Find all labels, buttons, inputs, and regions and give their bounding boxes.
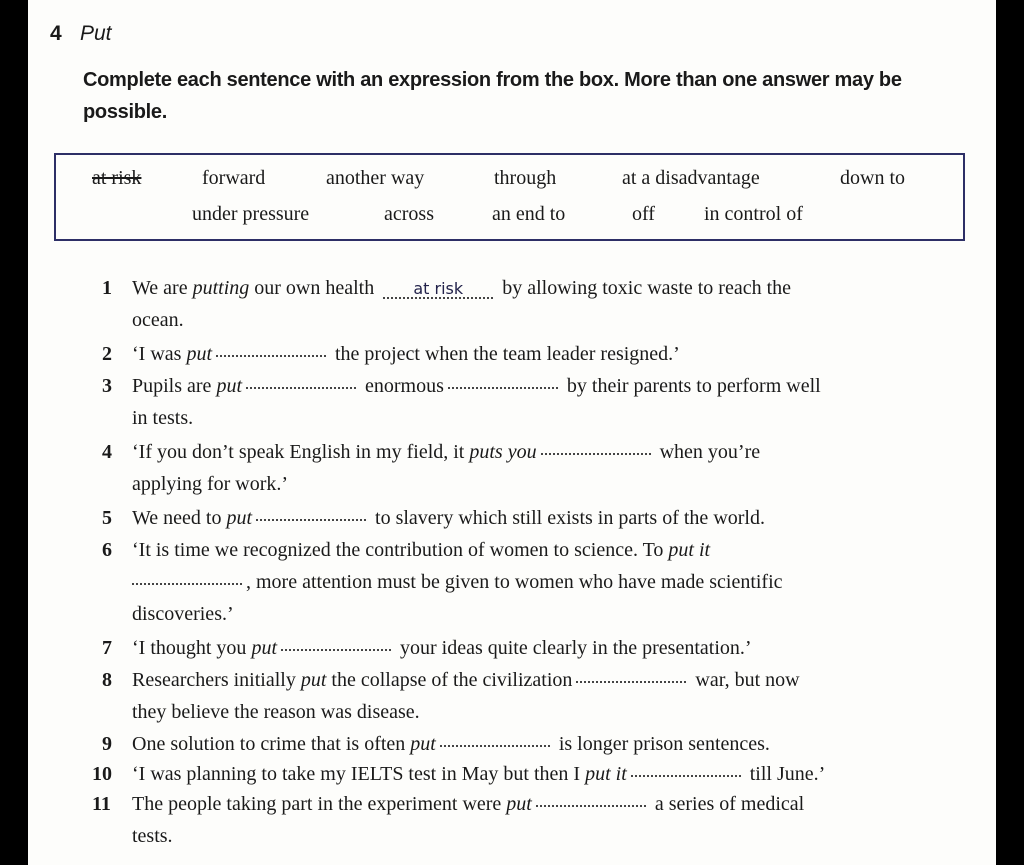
question-number: 1 (102, 277, 112, 299)
question-text: ‘I was planning to take my IELTS test in May but then I put it till June.’ (132, 763, 826, 785)
question-number: 9 (102, 733, 112, 755)
question-number: 8 (102, 669, 112, 691)
exercise-number: 4 (50, 22, 62, 45)
question-text: We are putting our own health at risk by allowing toxic waste to reach the ocean. (132, 277, 792, 331)
answer-blank[interactable] (246, 387, 356, 389)
instruction-text: Complete each sentence with an expression from the box. More than one answer may be possible. (83, 69, 902, 123)
question-number: 6 (102, 539, 112, 561)
question-number: 2 (102, 343, 112, 365)
question-text: One solution to crime that is often put is longer prison sentences. (132, 733, 770, 755)
word-box-item: across (384, 203, 434, 225)
word-box-item: down to (840, 167, 905, 189)
answer-blank-filled[interactable]: at risk (383, 281, 493, 299)
word-box-item: through (494, 167, 557, 189)
question-text: The people taking part in the experiment were put a series of medical tests. (132, 793, 805, 847)
answer-blank[interactable] (281, 649, 391, 651)
worksheet-page (28, 0, 996, 865)
word-box-item: under pressure (192, 203, 310, 225)
answer-blank[interactable] (541, 453, 651, 455)
word-box-item: at risk (92, 167, 142, 189)
word-box-item: in control of (704, 203, 803, 225)
question-number: 7 (102, 637, 112, 659)
word-box-item: forward (202, 167, 266, 189)
answer-blank[interactable] (256, 519, 366, 521)
answer-blank[interactable] (576, 681, 686, 683)
word-box (54, 153, 965, 241)
question-text: ‘I was put the project when the team leader resigned.’ (132, 343, 680, 365)
question-number: 4 (102, 441, 112, 463)
word-box-item: another way (326, 167, 425, 189)
answer-blank[interactable] (631, 775, 741, 777)
question-text: Researchers initially put the collapse of the civilization war, but now they believe the reason was disease. (132, 669, 800, 723)
word-box-item: at a disadvantage (622, 167, 760, 189)
answer-blank[interactable] (440, 745, 550, 747)
answer-blank[interactable] (536, 805, 646, 807)
word-box-item: an end to (492, 203, 566, 225)
word-box-item: off (632, 203, 655, 225)
question-number: 10 (92, 763, 112, 785)
question-text: We need to put to slavery which still exists in parts of the world. (132, 507, 765, 529)
answer-blank[interactable] (448, 387, 558, 389)
question-text: ‘If you don’t speak English in my field, it puts you when you’re applying for work.’ (132, 441, 761, 495)
question-text: ‘I thought you put your ideas quite clearly in the presentation.’ (132, 637, 752, 659)
question-number: 11 (92, 793, 111, 815)
answer-blank[interactable] (132, 583, 242, 585)
question-text: Pupils are put enormous by their parents to perform well in tests. (132, 375, 821, 429)
answer-blank[interactable] (216, 355, 326, 357)
exercise-title: Put (80, 22, 112, 45)
question-text: ‘It is time we recognized the contribution of women to science. To put it , more attention must be given to women who have made scientific discoveries.’ (132, 539, 783, 625)
question-number: 5 (102, 507, 112, 529)
question-number: 3 (102, 375, 112, 397)
